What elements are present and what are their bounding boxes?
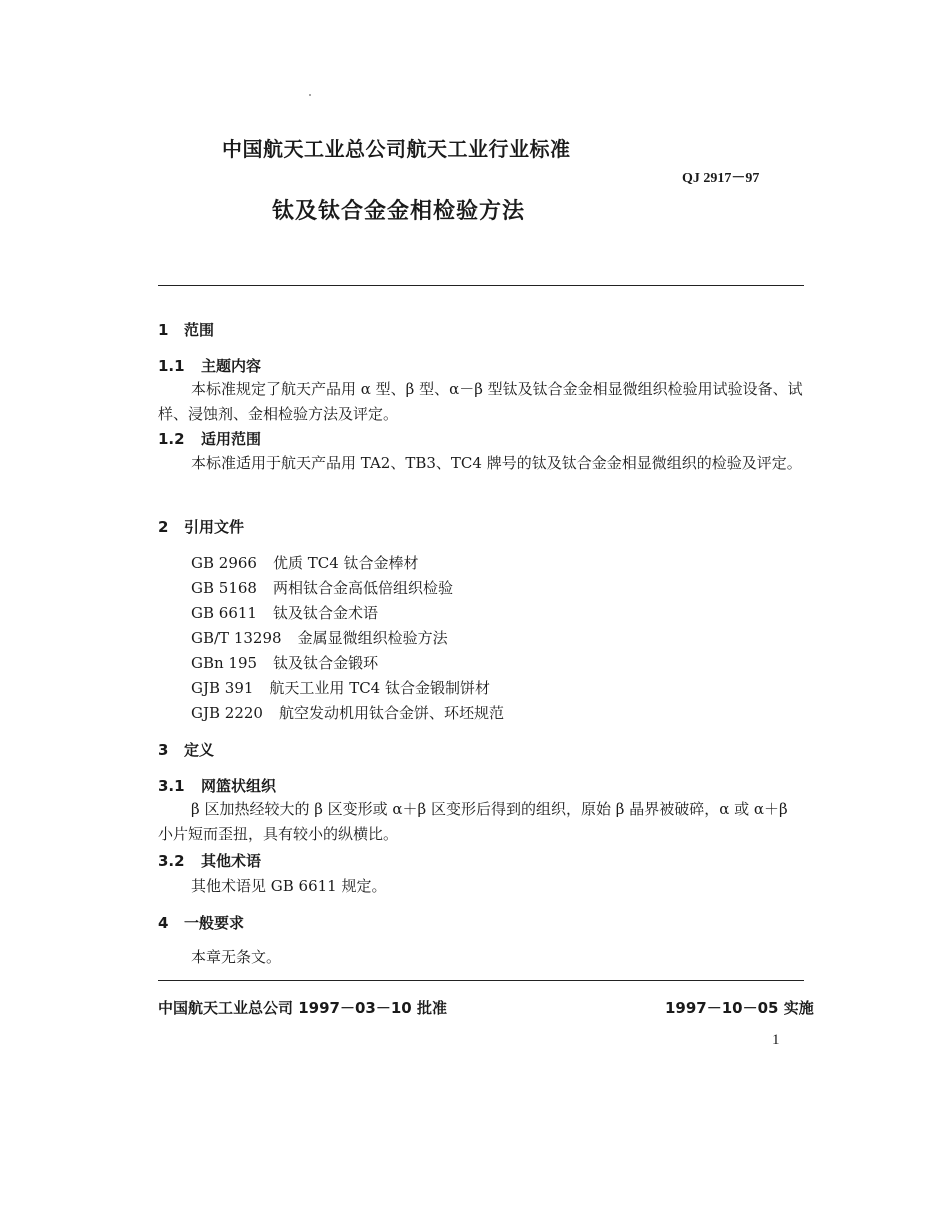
section-1-heading bbox=[158, 319, 214, 340]
section-2-heading bbox=[158, 516, 244, 537]
approval-line: 中国航天工业总公司 1997－03－10 批准 bbox=[158, 999, 447, 1017]
section-3-1-heading bbox=[158, 775, 276, 796]
section-1-2-heading bbox=[158, 428, 261, 449]
reference-code: GB 6611 bbox=[191, 604, 257, 622]
reference-code: GB 5168 bbox=[191, 579, 257, 597]
reference-item bbox=[191, 677, 490, 698]
section-3-2-heading bbox=[158, 850, 261, 871]
document-title: 钛及钛合金金相检验方法 bbox=[272, 199, 526, 224]
reference-code: GB 2966 bbox=[191, 554, 257, 572]
reference-title: 钛及钛合金锻环 bbox=[273, 654, 379, 672]
reference-item bbox=[191, 627, 448, 648]
section-number: 1.2 bbox=[158, 430, 185, 448]
header-divider bbox=[158, 285, 804, 286]
section-3-heading bbox=[158, 739, 214, 760]
section-title: 定义 bbox=[184, 741, 215, 759]
section-4-heading bbox=[158, 912, 244, 933]
section-title: 网篮状组织 bbox=[201, 777, 277, 795]
reference-item bbox=[191, 702, 504, 723]
section-number: 3.1 bbox=[158, 777, 185, 795]
section-number: 1 bbox=[158, 321, 169, 339]
reference-code: GBn 195 bbox=[191, 654, 258, 672]
reference-item bbox=[191, 602, 378, 623]
section-4-text: 本章无条文。 bbox=[191, 948, 282, 966]
reference-title: 金属显微组织检验方法 bbox=[297, 629, 448, 647]
section-number: 4 bbox=[158, 914, 169, 932]
reference-title: 两相钛合金高低倍组织检验 bbox=[272, 579, 453, 597]
scan-speck bbox=[309, 94, 311, 96]
section-title: 其他术语 bbox=[201, 852, 262, 870]
section-number: 2 bbox=[158, 518, 169, 536]
section-number: 1.1 bbox=[158, 357, 185, 375]
section-3-1-text: β 区加热经较大的 β 区变形或 α＋β 区变形后得到的组织，原始 β 晶界被破碎，α 或 α＋β 小片短而歪扭，具有较小的纵横比。 bbox=[158, 800, 788, 843]
reference-title: 航空发动机用钛合金饼、环坯规范 bbox=[278, 704, 504, 722]
effective-date-line: 1997－10－05 实施 bbox=[665, 999, 814, 1017]
section-title: 引用文件 bbox=[184, 518, 245, 536]
reference-code: GJB 2220 bbox=[191, 704, 263, 722]
reference-item bbox=[191, 577, 453, 598]
section-number: 3.2 bbox=[158, 852, 185, 870]
section-1-1-text: 本标准规定了航天产品用 α 型、β 型、α－β 型钛及钛合金金相显微组织检验用试验设备、试样、浸蚀剂、金相检验方法及评定。 bbox=[158, 380, 803, 423]
standard-code: QJ 2917－97 bbox=[682, 171, 760, 186]
section-3-2-text: 其他术语见 GB 6611 规定。 bbox=[191, 877, 387, 895]
section-title: 范围 bbox=[184, 321, 215, 339]
section-1-2-text: 本标准适用于航天产品用 TA2、TB3、TC4 牌号的钛及钛合金金相显微组织的检验及评定。 bbox=[191, 454, 802, 472]
reference-item bbox=[191, 552, 419, 573]
page-number: 1 bbox=[772, 1032, 780, 1048]
reference-title: 优质 TC4 钛合金棒材 bbox=[272, 554, 419, 572]
reference-code: GB/T 13298 bbox=[191, 629, 282, 647]
issuing-organization: 中国航天工业总公司航天工业行业标准 bbox=[222, 137, 571, 161]
section-title: 一般要求 bbox=[184, 914, 245, 932]
reference-item bbox=[191, 652, 378, 673]
section-title: 适用范围 bbox=[201, 430, 262, 448]
footer-divider bbox=[158, 980, 804, 981]
section-title: 主题内容 bbox=[201, 357, 262, 375]
section-number: 3 bbox=[158, 741, 169, 759]
reference-title: 钛及钛合金术语 bbox=[272, 604, 378, 622]
section-1-1-heading bbox=[158, 355, 261, 376]
reference-code: GJB 391 bbox=[191, 679, 254, 697]
reference-title: 航天工业用 TC4 钛合金锻制饼材 bbox=[269, 679, 490, 697]
